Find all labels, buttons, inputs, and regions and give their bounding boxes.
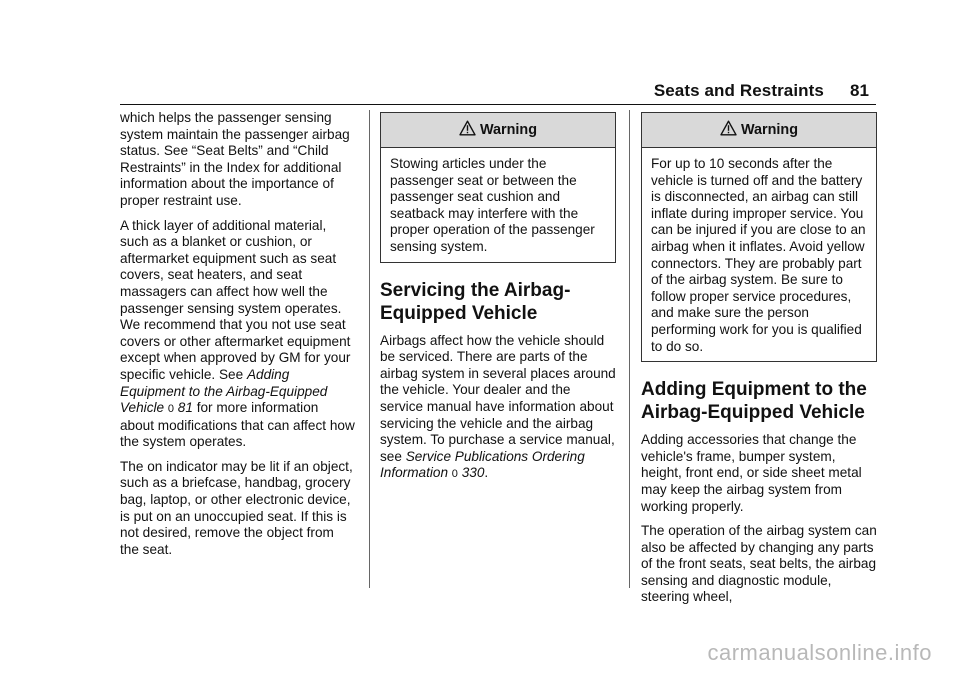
paragraph: The operation of the airbag system can also be affected by changing any parts of the front seats, seat belts, the airbag sensing and diagnostic module, steering wheel, (641, 523, 877, 605)
paragraph (380, 333, 616, 483)
page-reference-icon: 0 (167, 403, 174, 416)
warning-triangle-icon (459, 120, 476, 136)
warning-text: Stowing articles under the passenger seat or between the passenger seat cushion and seatback may interfere with the proper operation of the passenger sensing system. (390, 156, 595, 254)
warning-title: Warning (740, 121, 799, 138)
cross-reference-link[interactable]: Service Publications Ordering Information (380, 448, 585, 481)
paragraph: which helps the passenger sensing system maintain the passenger airbag status. See “Seat Belts” and “Child Restraints” in the Index for additional information about the importance of proper restraint use. (120, 110, 350, 208)
paragraph: The on indicator may be lit if an object, such as a briefcase, handbag, grocery bag, laptop, or other electronic device, is put on an unoccupied seat. If this is not desired, remove the object from the seat. (120, 458, 353, 557)
reference-page[interactable]: 81 (177, 400, 193, 416)
column-2 (380, 110, 616, 491)
paragraph-text: A thick layer of additional material, such as a blanket or cushion, or aftermarket equipment such as seat covers, seat heaters, and seat massagers can affect how well the passenger sensing system operates. We recommend that you not use seat covers or other aftermarket equipment except when approved by GM for your specific vehicle. See (120, 217, 351, 382)
paragraph-text: for more information about modifications that can affect how the system operates. (120, 400, 355, 450)
warning-header (642, 113, 876, 148)
column-3 (641, 110, 877, 614)
warning-title: Warning (479, 121, 538, 138)
section-title: Seats and Restraints (653, 81, 824, 100)
page-number: 81 (850, 81, 869, 100)
header-rule (120, 104, 876, 105)
column-divider-2 (629, 110, 630, 588)
paragraph (120, 218, 356, 451)
page-reference-icon: 0 (451, 468, 458, 481)
column-1 (120, 110, 356, 566)
paragraph-text: . (484, 465, 489, 481)
warning-header (381, 113, 615, 148)
reference-page[interactable]: 330 (461, 465, 485, 481)
warning-box (641, 112, 877, 362)
watermark: carmanualsonline.info (707, 640, 932, 665)
warning-triangle-icon (720, 120, 737, 136)
warning-box (380, 112, 616, 263)
paragraph-text: Airbags affect how the vehicle should be serviced. There are parts of the airbag system in several places around the vehicle. Your dealer and the service manual have information about servicing the vehicle and the airbag system. To purchase a service manual, see (380, 332, 616, 464)
section-heading: Adding Equipment to the Airbag-Equipped Vehicle (641, 379, 867, 424)
section-heading: Servicing the Airbag-Equipped Vehicle (380, 279, 571, 324)
cross-reference-link[interactable]: Adding Equipment to the Airbag-Equipped Vehicle (120, 366, 328, 416)
warning-text: For up to 10 seconds after the vehicle is turned off and the battery is disconnected, an airbag can still inflate during improper service. You can be injured if you are close to an airbag when it inflates. Avoid yellow connectors. They are probably part of the airbag system. Be sure to follow proper service procedures, and make sure the person performing work for you is qualified to do so. (651, 156, 866, 354)
column-divider-1 (369, 110, 370, 588)
paragraph: Adding accessories that change the vehicle's frame, bumper system, height, front end, or side sheet metal may keep the airbag system from working properly. (641, 432, 862, 514)
